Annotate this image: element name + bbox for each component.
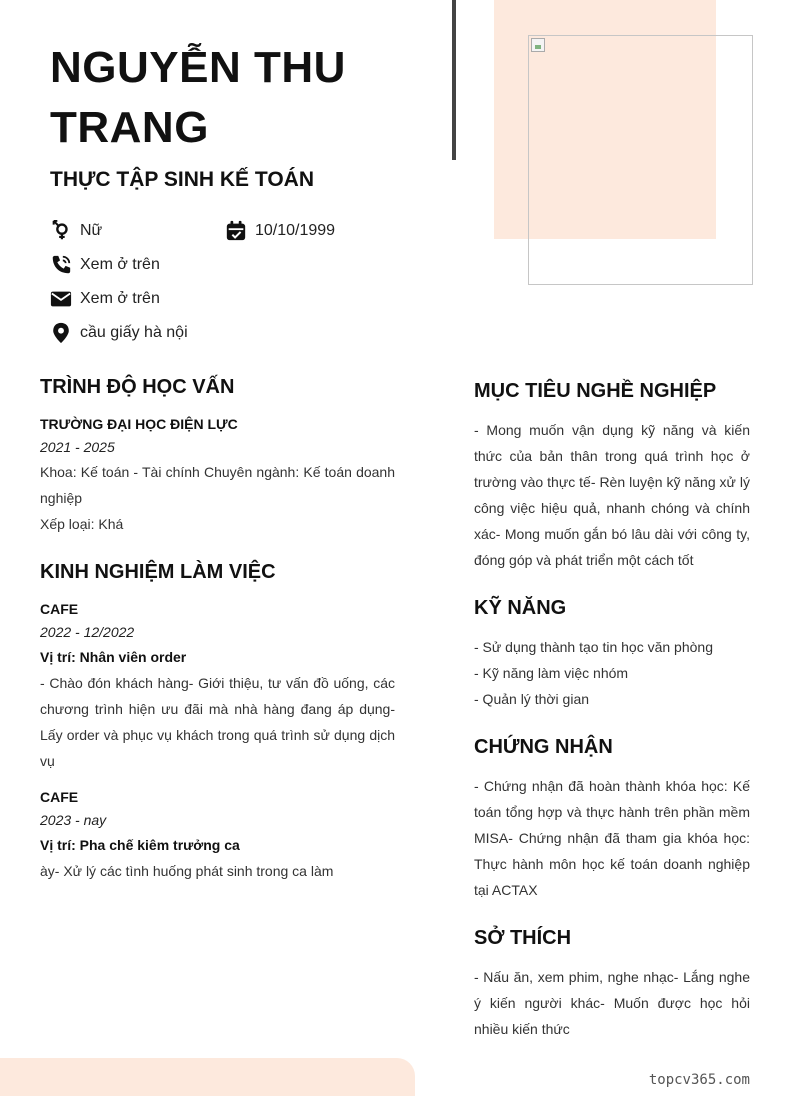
envelope-icon xyxy=(50,288,72,310)
skill-item: - Sử dụng thành tạo tin học văn phòng xyxy=(474,639,713,655)
experience-item xyxy=(40,786,395,884)
experience-period: 2023 - nay xyxy=(40,812,107,828)
experience-position: Vị trí: Nhân viên order xyxy=(40,649,187,665)
education-period: 2021 - 2025 xyxy=(40,439,115,455)
education-major: Khoa: Kế toán - Tài chính Chuyên ngành: Kế toán doanh nghiệp xyxy=(40,464,395,506)
gender-row xyxy=(50,218,102,244)
left-column xyxy=(40,376,395,884)
education-school: TRƯỜNG ĐẠI HỌC ĐIỆN LỰC xyxy=(40,416,238,432)
experience-item xyxy=(40,598,395,774)
phone-icon xyxy=(50,254,72,276)
gender-icon xyxy=(50,220,72,242)
candidate-name xyxy=(50,38,430,158)
experience-description: - Chào đón khách hàng- Giới thiệu, tư vấn đồ uống, các chương trình hiện ưu đãi mà nhà hàng đang áp dụng- Lấy order và phục vụ khách trong quá trình sử dụng dịch vụ xyxy=(40,675,395,769)
job-title: THỰC TẬP SINH KẾ TOÁN xyxy=(50,168,314,191)
candidate-name-line2: TRANG xyxy=(50,103,209,152)
candidate-name-line1: NGUYỄN THU xyxy=(50,43,346,92)
certificates-text: - Chứng nhận đã hoàn thành khóa học: Kế toán tổng hợp và thực hành trên phần mềm MISA- Chứng nhận đã tham gia khóa học: Thực hành môn học kế toán doanh nghiệp tại ACTAX xyxy=(474,778,750,898)
education-grade: Xếp loại: Khá xyxy=(40,516,124,532)
experience-company: CAFE xyxy=(40,789,79,805)
objective-text: - Mong muốn vận dụng kỹ năng và kiến thức của bản thân trong quá trình học ở trường vào thực tế- Rèn luyện kỹ năng xử lý công việc hiệu quả, nhanh chóng và chính xác- Mong muốn gắn bó lâu dài với công ty, đóng góp và phát triển một cách tốt xyxy=(474,422,750,568)
calendar-icon xyxy=(225,220,247,242)
email-row xyxy=(50,286,160,312)
certificates-title: CHỨNG NHẬN xyxy=(474,736,613,758)
skill-item: - Kỹ năng làm việc nhóm xyxy=(474,665,629,681)
skill-item: - Quản lý thời gian xyxy=(474,691,590,707)
objective-title: MỤC TIÊU NGHỀ NGHIỆP xyxy=(474,380,717,402)
right-column xyxy=(474,380,750,1042)
birthday-value: 10/10/1999 xyxy=(255,222,336,239)
education-title: TRÌNH ĐỘ HỌC VẤN xyxy=(40,376,235,398)
profile-photo xyxy=(528,35,753,285)
phone-value: Xem ở trên xyxy=(80,256,160,273)
broken-image-icon xyxy=(531,38,545,52)
hobbies-title: SỞ THÍCH xyxy=(474,927,572,949)
address-value: cầu giấy hà nội xyxy=(80,324,188,341)
gender-value: Nữ xyxy=(80,222,103,239)
footer-site-label: topcv365.com xyxy=(648,1072,750,1088)
phone-row xyxy=(50,252,160,278)
footer-accent xyxy=(0,1058,415,1096)
address-row xyxy=(50,320,188,346)
email-value: Xem ở trên xyxy=(80,290,160,307)
birthday-row xyxy=(225,218,335,244)
skills-title: KỸ NĂNG xyxy=(474,597,567,619)
experience-position: Vị trí: Pha chế kiêm trưởng ca xyxy=(40,837,240,853)
map-pin-icon xyxy=(50,322,72,344)
experience-description: ày- Xử lý các tình huống phát sinh trong ca làm xyxy=(40,863,334,879)
experience-title: KINH NGHIỆM LÀM VIỆC xyxy=(40,561,276,583)
hobbies-text: - Nấu ăn, xem phim, nghe nhạc- Lắng nghe ý kiến người khác- Muốn được học hỏi nhiều kiến thức xyxy=(474,969,750,1037)
experience-period: 2022 - 12/2022 xyxy=(40,624,135,640)
header-divider xyxy=(452,0,456,160)
experience-company: CAFE xyxy=(40,601,79,617)
